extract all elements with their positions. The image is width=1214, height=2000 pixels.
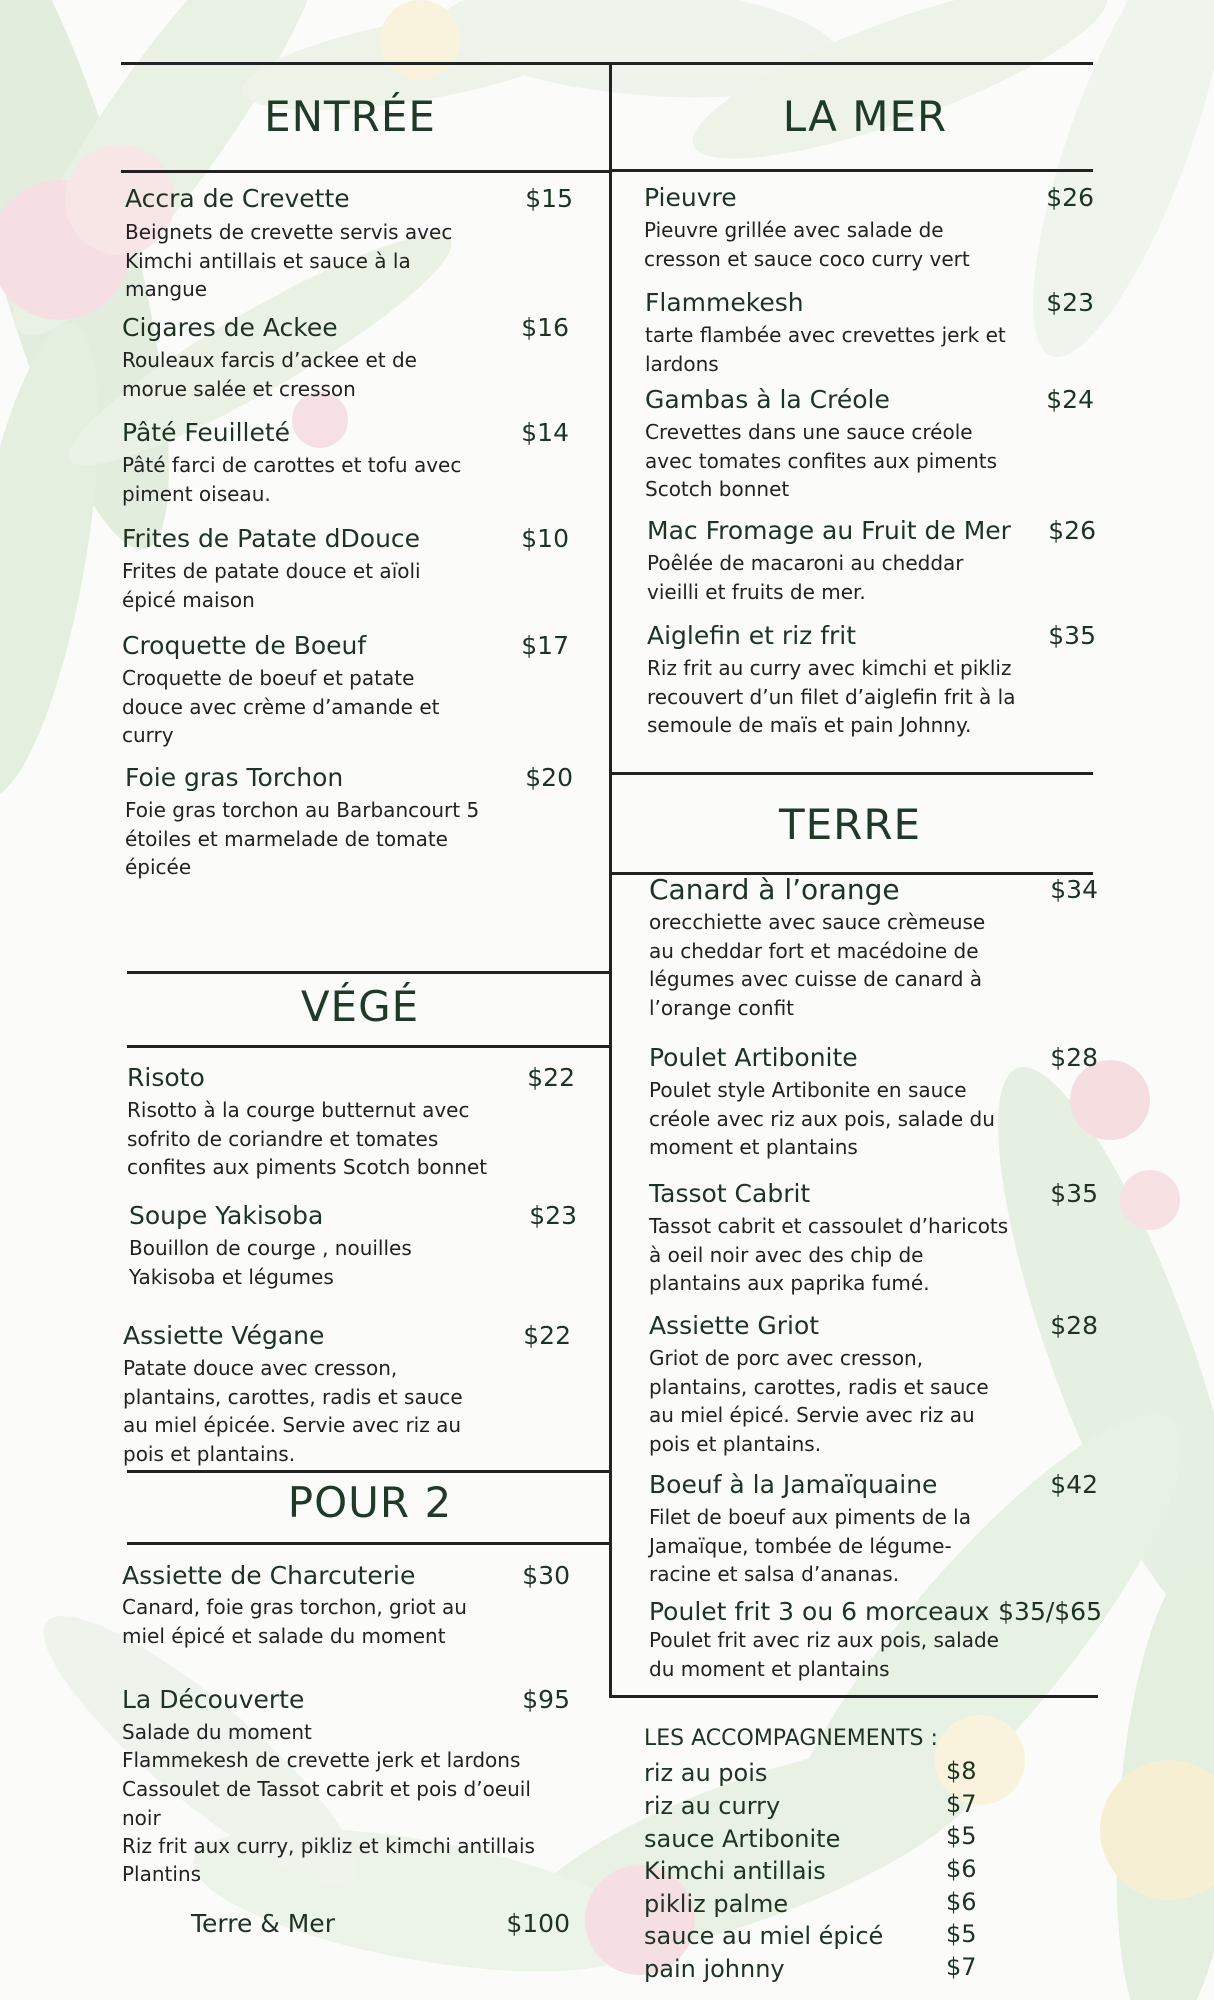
- lamer-item-price: $35: [1048, 621, 1096, 650]
- rule-sides-top: [612, 1695, 1098, 1698]
- side-item-price: $5: [946, 1822, 977, 1850]
- terre-item-desc: orecchiette avec sauce crèmeuse au cheddar fort et macédoine de légumes avec cuisse de canard à l’orange confit: [649, 910, 986, 1020]
- section-title-entree: ENTRÉE: [264, 92, 436, 141]
- entree-item-price: $14: [521, 418, 569, 447]
- rule-pour2-bottom: [127, 1542, 609, 1545]
- side-item-name: pain johnny: [644, 1955, 785, 1983]
- pour2-decouverte-line: Cassoulet de Tassot cabrit et pois d’oeuil noir: [122, 1777, 531, 1830]
- lamer-item-desc: Riz frit au curry avec kimchi et pikliz recouvert d’un filet d’aiglefin frit à la semoule de maïs et pain Johnny.: [647, 656, 1016, 737]
- terre-item-desc: Griot de porc avec cresson, plantains, carottes, radis et sauce au miel épicé. Servie avec riz au pois et plantains.: [649, 1346, 989, 1456]
- sides-title: LES ACCOMPAGNEMENTS :: [644, 1726, 938, 1751]
- terre-item-name: Canard à l’orange: [649, 873, 900, 906]
- pour2-item-price: $95: [522, 1685, 570, 1714]
- vege-item-price: $22: [523, 1321, 571, 1350]
- terre-item-name: Tassot Cabrit: [649, 1179, 811, 1208]
- vege-item-desc: Risotto à la courge butternut avec sofrito de coriandre et tomates confites aux piments Scotch bonnet: [127, 1098, 488, 1179]
- lamer-item-desc: Pieuvre grillée avec salade de cresson et sauce coco curry vert: [644, 218, 970, 271]
- lamer-item-desc: Crevettes dans une sauce créole avec tomates confites aux piments Scotch bonnet: [645, 420, 998, 501]
- entree-item-desc: Croquette de boeuf et patate douce avec crème d’amande et curry: [122, 666, 440, 747]
- side-item-name: sauce au miel épicé: [644, 1922, 884, 1950]
- pour2-item-desc: Canard, foie gras torchon, griot au miel épicé et salade du moment: [122, 1595, 467, 1648]
- section-title-vege: VÉGÉ: [300, 982, 420, 1031]
- side-item-name: pikliz palme: [644, 1890, 789, 1918]
- vege-item-name: Risoto: [127, 1063, 205, 1092]
- rule-entree-bottom: [121, 170, 609, 173]
- terre-item-price: $35: [1050, 1179, 1098, 1208]
- rule-vege-top: [127, 971, 609, 974]
- lamer-item-name: Aiglefin et riz frit: [647, 621, 857, 650]
- terre-item-name: Boeuf à la Jamaïquaine: [649, 1470, 938, 1499]
- lamer-item-price: $24: [1046, 385, 1094, 414]
- terre-item-desc: Filet de boeuf aux piments de la Jamaïque, tombée de légume-racine et salsa d’ananas.: [649, 1505, 971, 1586]
- terre-item-desc: Poulet frit avec riz aux pois, salade du moment et plantains: [649, 1628, 999, 1681]
- pour2-decouverte-line: Riz frit aux curry, pikliz et kimchi antillais: [122, 1834, 535, 1858]
- pour2-item-price: $30: [522, 1561, 570, 1590]
- vege-item-desc: Bouillon de courge , nouilles Yakisoba et légumes: [129, 1236, 412, 1289]
- entree-item-price: $17: [521, 631, 569, 660]
- terre-item-name: Poulet Artibonite: [649, 1043, 858, 1072]
- rule-pour2-top: [127, 1470, 609, 1473]
- side-item-price: $6: [946, 1855, 977, 1883]
- entree-item-desc: Frites de patate douce et aïoli épicé maison: [122, 559, 421, 612]
- pour2-item-name: Terre & Mer: [191, 1909, 335, 1938]
- vege-item-name: Soupe Yakisoba: [129, 1201, 324, 1230]
- entree-item-name: Accra de Crevette: [125, 184, 350, 213]
- side-item-name: Kimchi antillais: [644, 1857, 826, 1885]
- terre-item-desc: Poulet style Artibonite en sauce créole avec riz aux pois, salade du moment et plantains: [649, 1078, 995, 1159]
- pour2-item-name: Assiette de Charcuterie: [122, 1561, 416, 1590]
- lamer-item-name: Pieuvre: [644, 183, 737, 212]
- side-item-price: $7: [946, 1953, 977, 1981]
- pour2-decouverte-line: Salade du moment: [122, 1720, 312, 1744]
- side-item-name: riz au curry: [644, 1792, 781, 1820]
- rule-center: [609, 62, 612, 1698]
- entree-item-name: Cigares de Ackee: [122, 313, 338, 342]
- pour2-item-name: La Découverte: [122, 1685, 305, 1714]
- side-item-price: $8: [946, 1757, 977, 1785]
- entree-item-price: $15: [525, 184, 573, 213]
- lamer-item-price: $23: [1046, 288, 1094, 317]
- entree-item-price: $10: [521, 524, 569, 553]
- entree-item-desc: Pâté farci de carottes et tofu avec piment oiseau.: [122, 453, 462, 506]
- rule-top: [121, 62, 1093, 65]
- terre-item-name: Poulet frit 3 ou 6 morceaux: [649, 1597, 990, 1626]
- lamer-item-price: $26: [1046, 183, 1094, 212]
- entree-item-name: Croquette de Boeuf: [122, 631, 367, 660]
- rule-vege-bottom: [127, 1045, 609, 1048]
- pour2-decouverte-line: Flammekesh de crevette jerk et lardons: [122, 1748, 521, 1772]
- rule-lamer-bottom: [612, 169, 1093, 172]
- entree-item-desc: Rouleaux farcis d’ackee et de morue salée et cresson: [122, 348, 417, 401]
- lamer-item-name: Gambas à la Créole: [645, 385, 890, 414]
- section-title-lamer: LA MER: [782, 92, 948, 141]
- lamer-item-desc: tarte flambée avec crevettes jerk et lardons: [645, 323, 1006, 376]
- pour2-decouverte-line: Plantins: [122, 1862, 202, 1886]
- terre-item-price: $28: [1050, 1311, 1098, 1340]
- vege-item-desc: Patate douce avec cresson, plantains, carottes, radis et sauce au miel épicée. Servie avec riz au pois et plantains.: [123, 1356, 463, 1466]
- entree-item-price: $16: [521, 313, 569, 342]
- side-item-price: $5: [946, 1920, 977, 1948]
- side-item-name: sauce Artibonite: [644, 1825, 841, 1853]
- terre-item-name: Assiette Griot: [649, 1311, 820, 1340]
- side-item-price: $7: [946, 1790, 977, 1818]
- pour2-item-price: $100: [506, 1909, 570, 1938]
- terre-item-price: $34: [1050, 875, 1098, 904]
- lamer-item-desc: Poêlée de macaroni au cheddar vieilli et fruits de mer.: [647, 551, 964, 604]
- entree-item-desc: Foie gras torchon au Barbancourt 5 étoiles et marmelade de tomate épicée: [125, 798, 480, 879]
- entree-item-name: Frites de Patate dDouce: [122, 524, 421, 553]
- entree-item-desc: Beignets de crevette servis avec Kimchi antillais et sauce à la mangue: [125, 220, 453, 301]
- entree-item-price: $20: [525, 763, 573, 792]
- terre-item-desc: Tassot cabrit et cassoulet d’haricots à oeil noir avec des chip de plantains aux paprika fumé.: [649, 1214, 1009, 1295]
- entree-item-name: Foie gras Torchon: [125, 763, 344, 792]
- lamer-item-price: $26: [1048, 516, 1096, 545]
- section-title-terre: TERRE: [778, 800, 922, 849]
- side-item-name: riz au pois: [644, 1759, 768, 1787]
- vege-item-price: $22: [527, 1063, 575, 1092]
- section-title-pour2: POUR 2: [287, 1478, 453, 1527]
- rule-terre-top: [612, 772, 1093, 775]
- entree-item-name: Pâté Feuilleté: [122, 418, 291, 447]
- side-item-price: $6: [946, 1888, 977, 1916]
- terre-item-price: $42: [1050, 1470, 1098, 1499]
- terre-item-price: $35/$65: [998, 1597, 1102, 1626]
- vege-item-name: Assiette Végane: [123, 1321, 325, 1350]
- terre-item-price: $28: [1050, 1043, 1098, 1072]
- lamer-item-name: Mac Fromage au Fruit de Mer: [647, 516, 1011, 545]
- lamer-item-name: Flammekesh: [645, 288, 804, 317]
- vege-item-price: $23: [529, 1201, 577, 1230]
